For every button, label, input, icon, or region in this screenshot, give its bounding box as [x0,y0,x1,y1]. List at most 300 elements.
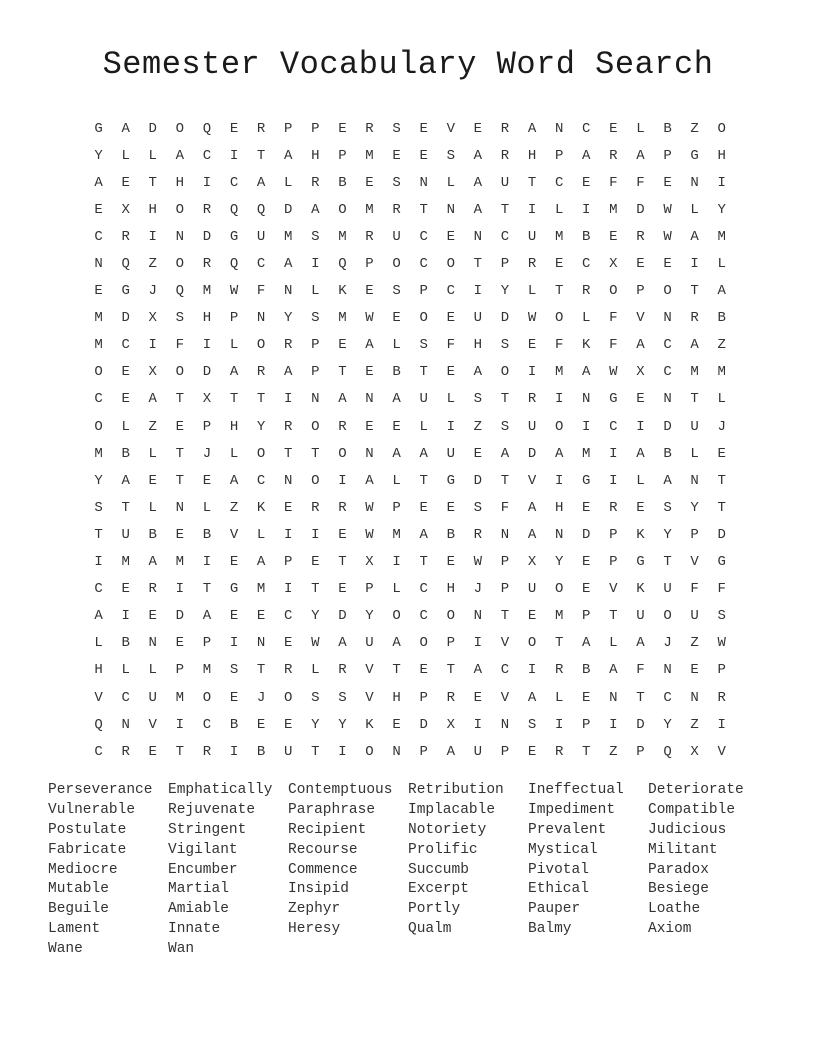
grid-letter: N [284,283,293,300]
grid-letter: O [419,635,428,652]
grid-letter: D [121,310,130,327]
grid-letter: F [717,581,726,598]
grid-letter: O [256,445,266,462]
grid-letter: K [365,716,374,733]
grid-letter: D [419,716,428,733]
grid-letter: A [229,472,239,489]
grid-letter: E [392,418,401,435]
grid-letter: P [311,337,320,354]
word-list [48,781,768,960]
grid-letter: G [636,554,645,571]
grid-letter: J [256,689,266,706]
word-list-item: Mediocre [48,861,118,878]
grid-letter: L [419,418,428,435]
word-list-item: Heresy [288,921,341,938]
grid-letter: G [94,120,103,137]
grid-letter: C [94,743,103,760]
grid-letter: B [717,310,726,327]
word-list-item: Paraphrase [288,801,376,818]
grid-letter: F [609,310,618,327]
grid-letter: X [202,391,212,408]
grid-letter: I [148,337,157,354]
grid-letter: C [663,337,672,354]
grid-letter: L [392,472,401,489]
grid-letter: G [609,391,618,408]
grid-letter: G [229,581,239,598]
grid-letter: F [500,499,510,516]
word-list-item: Lament [48,921,101,938]
word-list-item: Implacable [408,801,496,818]
grid-letter: V [500,635,510,652]
grid-letter: I [690,256,699,273]
grid-letter: Q [202,120,212,137]
grid-letter: R [202,201,212,218]
grid-letter: V [365,662,374,679]
grid-letter: O [202,689,212,706]
grid-letter: P [365,256,374,273]
grid-letter: E [446,554,455,571]
grid-letter: X [121,201,130,218]
page-title: Semester Vocabulary Word Search [102,46,714,83]
word-list-item: Ethical [528,881,589,898]
grid-letter: N [663,662,672,679]
grid-letter: E [636,391,645,408]
grid-letter: A [473,147,483,164]
grid-letter: A [148,554,157,571]
grid-letter: R [256,120,266,137]
grid-letter: E [121,174,130,191]
grid-letter: Y [311,608,320,625]
grid-letter: V [717,743,726,760]
word-list-item: Excerpt [408,881,469,898]
grid-letter: A [392,391,401,408]
grid-letter: C [582,256,591,273]
grid-letter: S [311,228,320,245]
grid-letter: V [365,689,374,706]
grid-letter: N [473,228,483,245]
grid-letter: H [446,581,455,598]
grid-letter: R [500,120,510,137]
grid-letter: A [121,472,130,489]
grid-letter: A [284,147,293,164]
word-list-item: Beguile [48,901,109,918]
grid-letter: L [636,472,645,489]
grid-letter: G [690,147,699,164]
grid-letter: M [717,364,726,381]
grid-letter: O [94,364,103,381]
grid-letter: J [717,418,726,435]
grid-letter: A [256,554,266,571]
grid-letter: A [338,391,347,408]
grid-letter: M [365,147,374,164]
grid-letter: E [582,174,591,191]
grid-letter: R [609,499,618,516]
grid-letter: I [582,418,591,435]
grid-letter: R [446,689,455,706]
grid-letter: W [609,364,618,381]
grid-letter: T [148,174,157,191]
grid-letter: Q [663,743,672,760]
word-list-item: Contemptuous [288,782,393,798]
grid-letter: S [311,310,320,327]
grid-letter: M [554,608,564,625]
grid-letter: D [202,364,212,381]
grid-letter: A [419,526,428,543]
grid-letter: E [229,120,239,137]
word-list-item: Recipient [288,821,367,838]
grid-letter: A [527,689,537,706]
grid-letter: E [609,120,618,137]
grid-letter: R [148,581,157,598]
grid-letter: M [175,689,185,706]
grid-letter: N [175,228,185,245]
grid-letter: P [609,554,618,571]
grid-letter: T [94,526,103,543]
grid-letter: E [175,635,185,652]
grid-letter: Z [473,418,483,435]
grid-letter: G [446,472,455,489]
grid-letter: V [500,689,510,706]
grid-letter: R [636,228,645,245]
grid-letter: R [609,147,618,164]
grid-letter: P [419,283,428,300]
grid-letter: Y [554,554,564,571]
grid-letter: T [419,201,428,218]
word-list-item: Paradox [648,861,709,878]
grid-letter: L [121,662,130,679]
grid-letter: O [663,283,672,300]
grid-letter: P [202,635,212,652]
grid-letter: U [392,228,401,245]
grid-letter: N [148,635,157,652]
grid-letter: E [148,472,157,489]
grid-letter: U [527,228,537,245]
grid-letter: M [121,554,130,571]
grid-letter: T [663,554,672,571]
grid-letter: E [338,526,347,543]
word-list-item: Rejuvenate [168,801,256,818]
grid-letter: T [175,743,185,760]
grid-letter: T [690,391,699,408]
grid-letter: N [365,391,374,408]
word-list-item: Recourse [288,841,358,858]
grid-letter: S [392,283,401,300]
grid-letter: M [284,228,293,245]
grid-letter: A [690,228,699,245]
grid-letter: A [446,743,455,760]
grid-letter: E [392,147,401,164]
grid-letter: T [338,364,347,381]
grid-letter: T [717,499,726,516]
grid-letter: C [500,662,510,679]
grid-letter: T [175,391,185,408]
grid-letter: I [473,635,483,652]
grid-letter: C [284,608,293,625]
grid-letter: T [473,256,483,273]
word-list-item: Emphatically [168,782,273,798]
grid-letter: I [446,418,455,435]
grid-letter: T [500,201,510,218]
grid-letter: I [527,662,537,679]
grid-letter: R [284,418,293,435]
word-list-item: Ineffectual [528,782,624,798]
grid-letter: G [229,228,239,245]
grid-letter: U [473,743,483,760]
grid-letter: L [554,201,564,218]
grid-letter: T [121,499,130,516]
word-list-item: Judicious [648,821,727,838]
grid-letter: C [446,283,455,300]
grid-letter: I [609,716,618,733]
grid-letter: H [311,147,320,164]
grid-letter: N [554,526,564,543]
grid-letter: S [527,716,537,733]
word-list-item: Vigilant [168,841,238,858]
grid-letter: X [527,554,537,571]
grid-letter: L [717,391,726,408]
grid-letter: B [256,743,266,760]
grid-letter: Q [121,256,130,273]
grid-letter: O [527,635,537,652]
grid-letter: D [284,201,293,218]
grid-letter: R [473,526,483,543]
grid-letter: P [636,743,645,760]
grid-letter: M [175,554,185,571]
grid-letter: T [609,608,618,625]
grid-letter: V [609,581,618,598]
grid-letter: W [365,310,374,327]
grid-letter: G [717,554,726,571]
grid-letter: X [148,310,157,327]
grid-letter: T [284,445,293,462]
grid-letter: O [94,418,103,435]
grid-letter: E [527,608,537,625]
grid-letter: U [500,174,510,191]
grid-letter: R [500,147,510,164]
grid-letter: T [311,581,320,598]
grid-letter: S [473,391,483,408]
grid-letter: L [392,337,401,354]
grid-letter: E [202,472,212,489]
grid-letter: A [338,635,347,652]
word-list-item: Martial [168,881,229,898]
grid-letter: Y [663,716,672,733]
grid-letter: M [202,662,212,679]
grid-letter: M [94,445,103,462]
grid-letter: P [582,716,591,733]
grid-letter: A [636,337,645,354]
grid-letter: O [446,608,455,625]
grid-letter: H [202,310,212,327]
grid-letter: L [256,526,266,543]
grid-letter: H [148,201,157,218]
grid-letter: C [229,174,239,191]
word-list-item: Compatible [648,801,736,818]
grid-letter: R [527,391,537,408]
grid-letter: I [554,716,564,733]
grid-letter: C [663,689,672,706]
grid-letter: O [500,364,510,381]
grid-letter: A [175,147,185,164]
grid-letter: O [419,310,428,327]
grid-letter: S [94,499,103,516]
word-list-item: Besiege [648,881,709,898]
grid-letter: N [94,256,103,273]
grid-letter: C [256,256,266,273]
grid-letter: V [229,526,239,543]
grid-letter: V [148,716,157,733]
grid-letter: M [690,364,699,381]
grid-letter: H [94,662,103,679]
grid-letter: A [582,364,591,381]
grid-letter: R [392,201,401,218]
grid-letter: T [311,743,320,760]
word-list-item: Commence [288,861,358,878]
grid-letter: A [636,147,645,164]
word-list-item: Militant [648,841,718,858]
word-list-item: Insipid [288,881,349,898]
grid-letter: C [94,228,103,245]
grid-letter: L [554,689,564,706]
grid-letter: Y [311,716,320,733]
grid-letter: U [419,391,428,408]
grid-letter: D [500,310,510,327]
grid-letter: M [717,228,726,245]
grid-letter: A [148,391,157,408]
word-list-item: Fabricate [48,841,127,858]
grid-letter: E [582,554,591,571]
word-list-item: Zephyr [288,901,341,918]
grid-letter: E [365,283,374,300]
grid-letter: I [148,228,157,245]
grid-letter: Y [365,608,374,625]
grid-letter: R [554,662,564,679]
grid-letter: U [365,635,374,652]
grid-letter: E [582,689,591,706]
grid-letter: E [446,310,455,327]
grid-letter: O [175,201,185,218]
grid-letter: W [663,228,672,245]
grid-letter: D [338,608,347,625]
grid-letter: Q [229,201,239,218]
grid-letter: M [94,337,103,354]
grid-letter: R [527,256,537,273]
grid-letter: L [392,581,401,598]
grid-letter: F [636,662,645,679]
grid-letter: N [284,472,293,489]
grid-letter: X [446,716,455,733]
grid-letter: P [500,743,510,760]
grid-letter: P [229,310,239,327]
grid-letter: A [365,337,374,354]
grid-letter: N [365,445,374,462]
grid-letter: E [338,337,347,354]
grid-letter: U [256,228,266,245]
grid-letter: K [582,337,591,354]
grid-letter: E [94,201,103,218]
grid-letter: Q [175,283,185,300]
grid-letter: Y [663,526,672,543]
word-list-item: Deteriorate [648,782,744,798]
grid-letter: P [419,743,428,760]
grid-letter: T [419,554,428,571]
grid-letter: T [175,445,185,462]
grid-letter: C [256,472,266,489]
grid-letter: A [256,174,266,191]
grid-letter: C [202,716,212,733]
grid-letter: I [229,635,239,652]
grid-letter: J [663,635,672,652]
grid-letter: Y [338,716,347,733]
grid-letter: L [690,201,699,218]
grid-letter: H [527,147,537,164]
grid-letter: Y [94,147,103,164]
grid-letter: E [582,581,591,598]
word-list-item: Wane [48,941,83,958]
grid-letter: O [609,283,618,300]
grid-letter: P [500,256,510,273]
grid-letter: E [473,445,483,462]
grid-letter: N [473,608,483,625]
grid-letter: D [636,201,645,218]
grid-letter: I [284,526,293,543]
grid-letter: D [582,526,591,543]
grid-letter: Z [690,716,699,733]
grid-letter: A [636,445,645,462]
grid-letter: L [148,445,157,462]
grid-letter: B [663,120,672,137]
grid-letter: A [527,120,537,137]
grid-letter: I [175,581,185,598]
grid-letter: Y [690,499,699,516]
grid-letter: A [527,499,537,516]
grid-letter: L [717,256,726,273]
grid-letter: D [663,418,672,435]
grid-letter: T [717,472,726,489]
grid-letter: S [500,337,510,354]
grid-letter: U [636,608,645,625]
grid-letter: U [473,310,483,327]
grid-letter: S [446,147,455,164]
grid-letter: E [94,283,103,300]
grid-letter: L [582,310,591,327]
grid-letter: E [311,554,320,571]
grid-letter: F [690,581,699,598]
word-list-item: Pauper [528,901,581,918]
grid-letter: R [202,256,212,273]
grid-letter: O [338,201,347,218]
grid-letter: U [690,418,699,435]
grid-letter: I [554,391,564,408]
grid-letter: O [175,256,185,273]
grid-letter: R [554,743,564,760]
grid-letter: R [582,283,591,300]
grid-letter: A [311,201,320,218]
grid-letter: E [365,364,374,381]
grid-letter: I [609,472,618,489]
grid-letter: P [338,147,347,164]
grid-letter: N [419,174,428,191]
grid-letter: I [229,743,239,760]
grid-letter: E [284,499,293,516]
grid-letter: E [419,120,428,137]
grid-letter: E [256,716,266,733]
grid-letter: I [311,256,320,273]
grid-letter: E [338,120,347,137]
grid-letter: E [365,418,374,435]
grid-letter: L [527,283,537,300]
grid-letter: S [338,689,347,706]
